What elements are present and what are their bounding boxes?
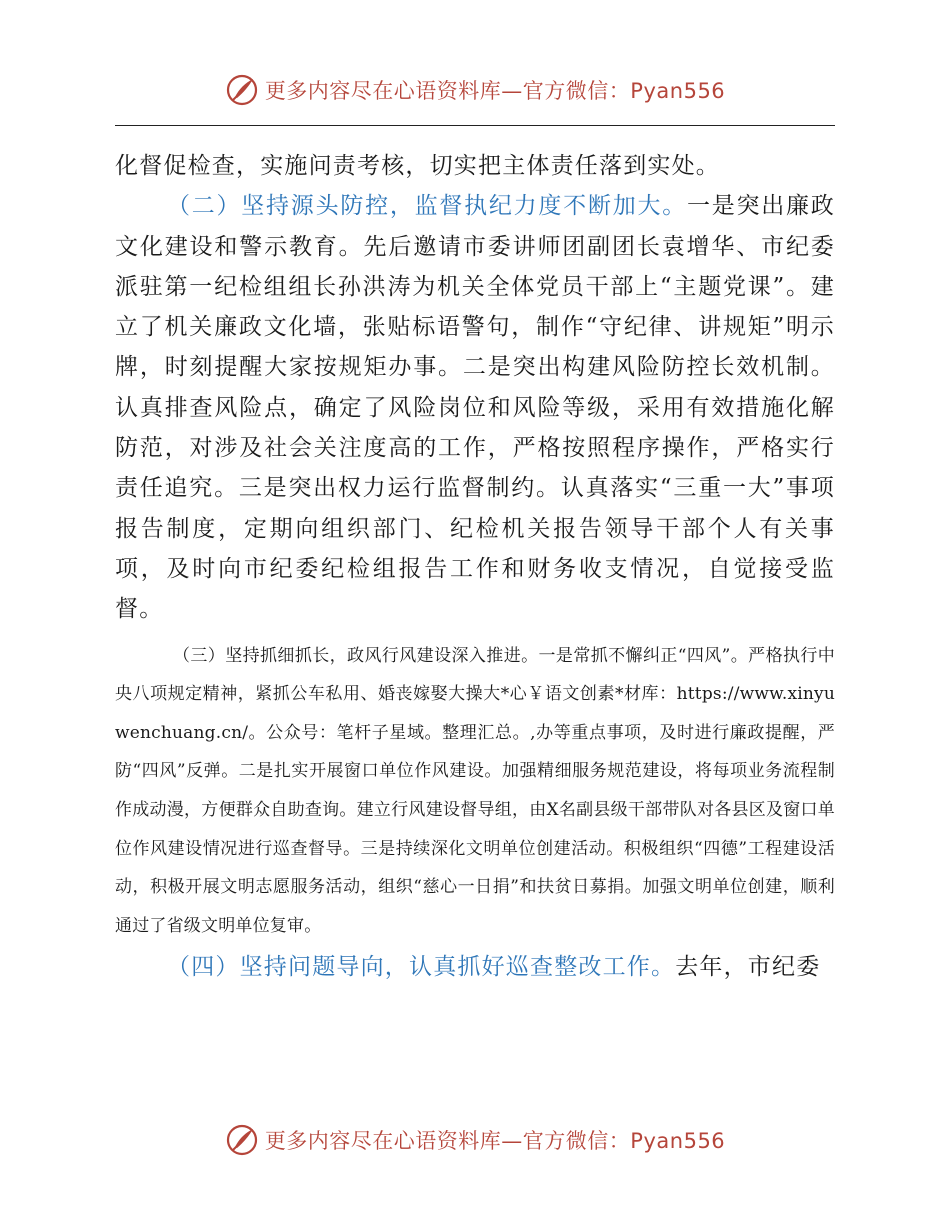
footer-banner	[0, 1118, 950, 1162]
quill-logo-icon	[225, 1123, 259, 1157]
footer-banner-text: 更多内容尽在心语资料库—官方微信：Pyan556	[264, 1129, 726, 1153]
quill-logo-icon	[225, 73, 259, 107]
section-four-heading: （四）坚持问题导向，认真抓好巡查整改工作。	[167, 954, 676, 981]
header-divider	[115, 125, 835, 126]
document-body	[115, 146, 835, 988]
header-banner-text: 更多内容尽在心语资料库—官方微信：Pyan556	[264, 79, 726, 103]
paragraph-section-two	[115, 186, 835, 629]
section-two-heading: （二）坚持源头防控，监督执纪力度不断加大。	[167, 193, 687, 220]
header-banner	[0, 68, 950, 112]
paragraph-continuation: 化督促检查，实施问责考核，切实把主体责任落到实处。	[115, 153, 720, 179]
section-four-body: 去年，市纪委	[675, 954, 821, 981]
section-two-body: 一是突出廉政文化建设和警示教育。先后邀请市委讲师团副团长袁增华、市纪委派驻第一纪检组组长孙洪涛为机关全体党员干部上“主题党课”。建立了机关廉政文化墙，张贴标语警句，制作“守纪律、讲规矩”明示牌，时刻提醒大家按规矩办事。二是突出构建风险防控长效机制。认真排查风险点，确定了风险岗位和风险等级，采用有效措施化解防范，对涉及社会关注度高的工作，严格按照程序操作，严格实行责任追究。三是突出权力运行监督制约。认真落实“三重一大”事项报告制度，定期向组织部门、纪检机关报告领导干部个人有关事项，及时向市纪委纪检组报告工作和财务收支情况，自觉接受监督。	[115, 193, 836, 623]
paragraph-section-four	[115, 947, 835, 987]
paragraph-section-three: （三）坚持抓细抓长，政风行风建设深入推进。一是常抓不懈纠正“四风”。严格执行中央八项规定精神，紧抓公车私用、婚丧嫁娶大操大*心￥语文创素*材库：https://www.xinyuwenchuang.cn/。公众号：笔杆子星域。整理汇总。,办等重点事项，及时进行廉政提醒，严防“四风”反弹。二是扎实开展窗口单位作风建设。加强精细服务规范建设，将每项业务流程制作成动漫，方便群众自助查询。建立行风建设督导组，由X名副县级干部带队对各县区及窗口单位作风建设情况进行巡查督导。三是持续深化文明单位创建活动。积极组织“四德”工程建设活动，积极开展文明志愿服务活动，组织“慈心一日捐”和扶贫日募捐。加强文明单位创建，顺利通过了省级文明单位复审。	[115, 645, 835, 936]
